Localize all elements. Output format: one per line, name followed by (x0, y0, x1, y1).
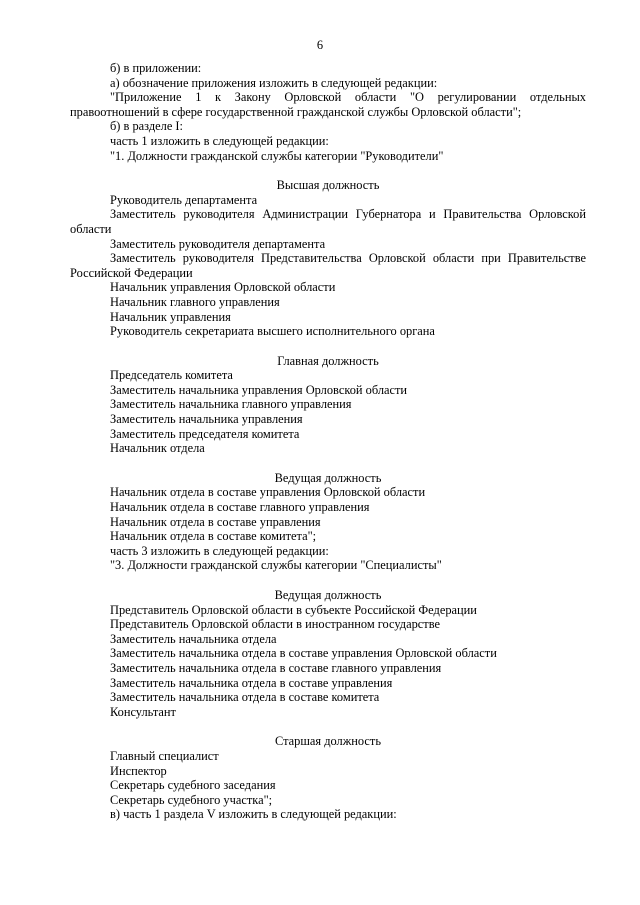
position-item: Начальник отдела в составе управления (110, 514, 321, 529)
position-item: Заместитель начальника главного управления (110, 397, 352, 412)
section-heading: Ведущая должность (274, 588, 382, 602)
position-item: Секретарь судебного заседания (110, 778, 276, 793)
position-item: Начальник отдела в составе главного управления (110, 500, 370, 515)
text-line: правоотношений в сфере государственной гражданской службы Орловской области"; (70, 104, 522, 119)
position-item: Заместитель начальника отдела в составе управления Орловской области (110, 646, 497, 661)
position-item: Заместитель руководителя Представительства Орловской области при Правительстве (110, 251, 586, 266)
position-item: Заместитель начальника отдела в составе главного управления (110, 660, 442, 675)
page-number: 6 (316, 38, 324, 52)
position-item: Начальник управления (110, 309, 231, 324)
position-item: Начальник отдела в составе комитета"; (110, 529, 317, 544)
document-body (70, 61, 586, 822)
position-item: Начальник управления Орловской области (110, 280, 336, 295)
position-item: Руководитель департамента (110, 192, 258, 207)
section-heading: Старшая должность (275, 734, 381, 749)
text-line: б) в разделе I: (110, 119, 183, 134)
position-item: Главный специалист (110, 748, 219, 763)
position-item: Инспектор (110, 763, 167, 778)
position-item: Председатель комитета (110, 368, 233, 383)
position-item: Заместитель начальника отдела (110, 631, 277, 646)
text-line: "1. Должности гражданской службы категории "Руководители" (110, 148, 444, 163)
text-line: "3. Должности гражданской службы категории "Специалисты" (110, 558, 442, 573)
position-item: Начальник главного управления (110, 294, 280, 309)
position-item: Заместитель руководителя Администрации Губернатора и Правительства Орловской (110, 207, 586, 222)
text-line: часть 1 изложить в следующей редакции: (110, 133, 329, 148)
position-item: Заместитель начальника управления Орловской области (110, 382, 408, 397)
position-item: Заместитель начальника управления (110, 412, 303, 427)
text-line: "Приложение 1 к Закону Орловской области "О регулировании отдельных (110, 90, 586, 105)
text-line: а) обозначение приложения изложить в следующей редакции: (110, 75, 438, 90)
position-item: Секретарь судебного участка"; (110, 792, 273, 807)
section-heading: Главная должность (277, 353, 379, 368)
position-item-cont: Российской Федерации (70, 265, 193, 280)
position-item: Руководитель секретариата высшего исполнительного органа (110, 324, 435, 339)
position-item: Представитель Орловской области в субъекте Российской Федерации (110, 602, 477, 617)
position-item: Начальник отдела в составе управления Орловской области (110, 485, 426, 500)
section-heading: Ведущая должность (274, 470, 382, 485)
position-item: Заместитель председателя комитета (110, 426, 300, 441)
position-item: Консультант (110, 704, 176, 719)
position-item: Представитель Орловской области в иностранном государстве (110, 617, 440, 632)
position-item: Заместитель начальника отдела в составе комитета (110, 690, 380, 705)
position-item: Заместитель руководителя департамента (110, 236, 326, 251)
text-line: в) часть 1 раздела V изложить в следующей редакции: (110, 807, 397, 822)
section-heading: Высшая должность (276, 178, 380, 193)
position-item-cont: области (70, 221, 112, 236)
text-line: б) в приложении: (110, 61, 202, 75)
position-item: Заместитель начальника отдела в составе управления (110, 675, 393, 690)
text-line: часть 3 изложить в следующей редакции: (110, 543, 329, 558)
position-item: Начальник отдела (110, 441, 205, 456)
